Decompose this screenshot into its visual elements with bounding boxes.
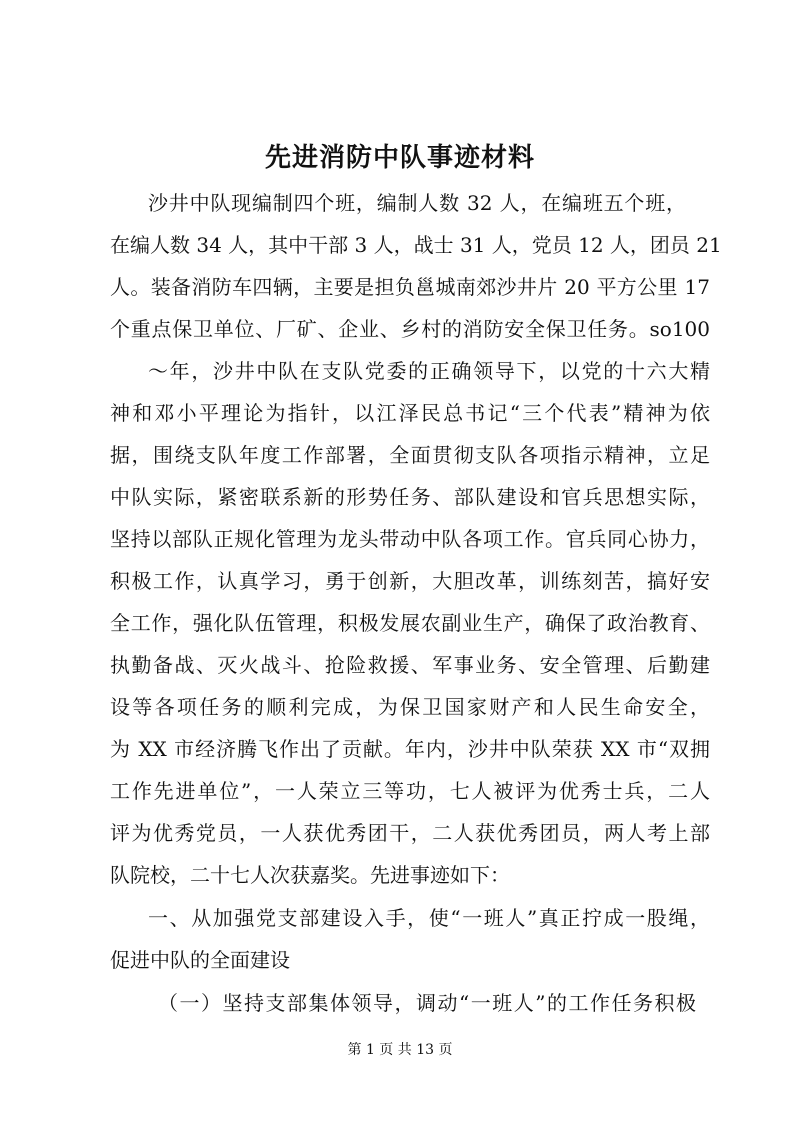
body-line: 评为优秀党员，一人获优秀团干，二人获优秀团员，两人考上部 bbox=[110, 821, 710, 845]
body-line: 积极工作，认真学习，勇于创新，大胆改革，训练刻苦，搞好安 bbox=[110, 569, 710, 593]
body-line: 为 XX 市经济腾飞作出了贡献。年内，沙井中队荣获 XX 市“双拥 bbox=[110, 737, 710, 761]
body-line: 执勤备战、灭火战斗、抢险救援、军事业务、安全管理、后勤建 bbox=[110, 653, 710, 677]
body-line: ～年，沙井中队在支队党委的正确领导下，以党的十六大精 bbox=[148, 359, 710, 383]
body-line: 工作先进单位”，一人荣立三等功，七人被评为优秀士兵，二人 bbox=[110, 779, 710, 803]
body-line: 沙井中队现编制四个班，编制人数 32 人，在编班五个班， bbox=[148, 191, 686, 215]
body-line: 中队实际，紧密联系新的形势任务、部队建设和官兵思想实际， bbox=[110, 485, 710, 509]
body-line: 全工作，强化队伍管理，积极发展农副业生产，确保了政治教育、 bbox=[110, 611, 710, 635]
body-line: 神和邓小平理论为指针，以江泽民总书记“三个代表”精神为依 bbox=[110, 401, 710, 425]
section-heading-line: 促进中队的全面建设 bbox=[110, 948, 290, 972]
body-line: 队院校，二十七人次获嘉奖。先进事迹如下： bbox=[110, 863, 510, 887]
body-line: 据，围绕支队年度工作部署，全面贯彻支队各项指示精神，立足 bbox=[110, 443, 710, 467]
subsection-heading-line: （一）坚持支部集体领导，调动“一班人”的工作任务积极 bbox=[158, 991, 696, 1015]
document-title: 先进消防中队事迹材料 bbox=[264, 143, 535, 173]
section-heading-line: 一、从加强党支部建设入手，使“一班人”真正拧成一股绳， bbox=[148, 906, 710, 930]
body-line: 设等各项任务的顺利完成，为保卫国家财产和人民生命安全， bbox=[110, 695, 710, 719]
page-number: 第 1 页 共 13 页 bbox=[347, 1042, 453, 1058]
body-line: 个重点保卫单位、厂矿、企业、乡村的消防安全保卫任务。so100 bbox=[110, 317, 710, 341]
body-line: 坚持以部队正规化管理为龙头带动中队各项工作。官兵同心协力， bbox=[110, 527, 710, 551]
body-line: 在编人数 34 人，其中干部 3 人，战士 31 人，党员 12 人，团员 21 bbox=[110, 233, 722, 257]
body-line: 人。装备消防车四辆，主要是担负邕城南郊沙井片 20 平方公里 17 bbox=[110, 275, 710, 299]
